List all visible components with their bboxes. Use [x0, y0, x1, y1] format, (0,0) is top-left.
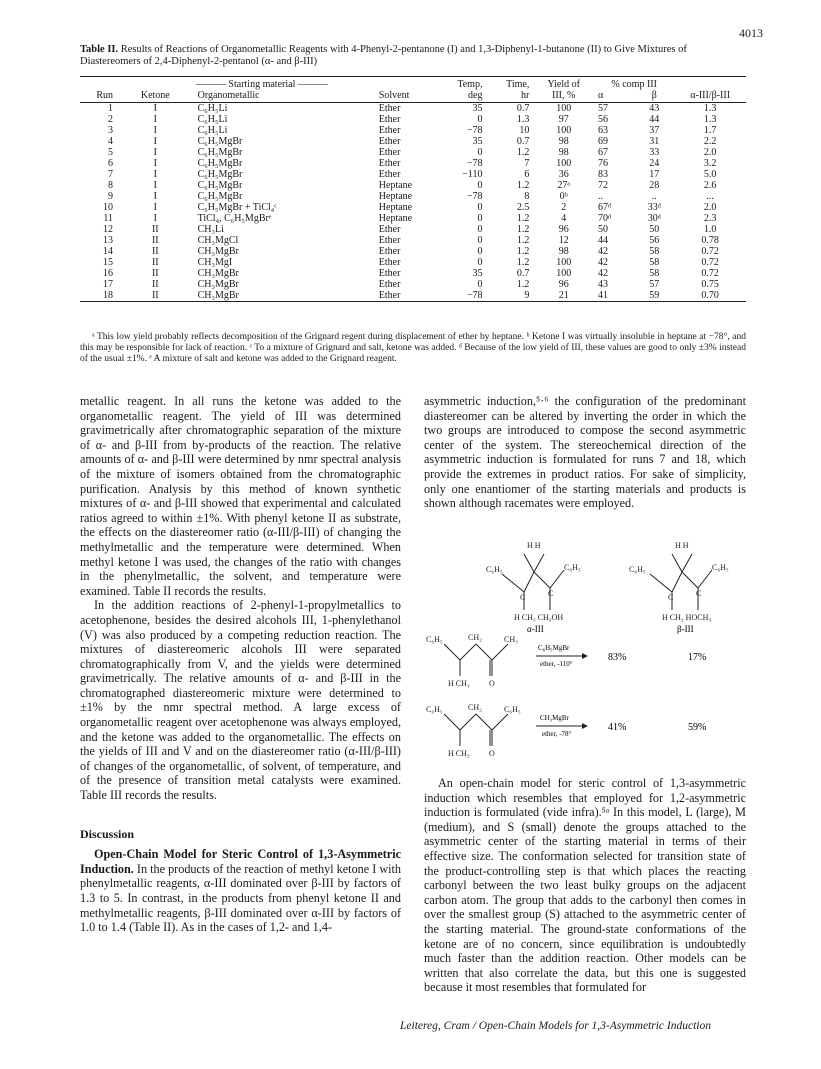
table-cell: 10 — [102, 202, 113, 213]
table-cell: 70ᵈ — [598, 213, 612, 224]
svg-text:CH₃: CH₃ — [504, 635, 518, 644]
table-cell: 1.2 — [516, 147, 530, 158]
table-cell: 0.7 — [516, 136, 530, 147]
table-cell: ... — [706, 191, 714, 202]
col-header-yield: III, % — [533, 90, 594, 103]
table-footnotes: ᵃ This low yield probably reflects decomposition of the Grignard regent during displacement of ether by heptane. ᵇ Ketone I was virtually insoluble in heptane at −78°, and this may be responsible for lack of reaction. ᶜ To a mixture of Grignard and salt, ketone was added. ᵈ Because of the low yield of III, these values are good to only ±3% instead of the usual ±1%. ᵉ A mixture of salt and ketone was added to the Grignard reagent. — [80, 332, 746, 364]
table-cell: 0.75 — [701, 279, 719, 290]
table-cell: 12 — [102, 224, 113, 235]
table-cell: II — [117, 290, 194, 302]
reaction1-alpha-percent: 83% — [608, 652, 627, 663]
table-cell: 17 — [102, 279, 113, 290]
table-row — [80, 268, 746, 279]
table-cell: C₆H₅Li — [197, 103, 228, 114]
table-cell: 1.2 — [516, 257, 530, 268]
right-paragraph-2: An open-chain model for steric control of 1,3-asymmetric induction which resembles that employed for 1,2-asymmetric induction is formulated (vide infra).⁵ᵃ In this model, L (large), M (medium), and S (small) denote the groups attached to the asymmetric center of the starting material in terms of their effective size. The conformation selected for transition state of the product-controlling step is that which places the reacting carbonyl between the two least bulky groups on the adjacent carbon atom. The group that adds to the carbonyl then comes in over the smallest group (S) attached to the asymmetric center of the starting material. The ground-state conformations of the ketone are of no concern, since equilibration is undoubtedly much faster than the addition reaction. Other models can be written that also correlate the data, but this one is suggested because it most resembles that formulated for — [424, 776, 746, 995]
table-cell: 1.3 — [516, 114, 530, 125]
col-header-ratio: α-III/β-III — [674, 90, 746, 103]
table-cell: 100 — [556, 125, 572, 136]
reaction1-reagent: C₆H₅MgBr — [538, 644, 570, 652]
table-cell: 27ᵃ — [557, 180, 571, 191]
table-cell: 2.6 — [703, 180, 717, 191]
table-cell: C₆H₅MgBr — [197, 136, 243, 147]
table-cell: 3 — [107, 125, 113, 136]
left-paragraph-2: In the addition reactions of 2-phenyl-1-propylmetallics to acetophenone, besides the desired alcohols III, 1-phenylethanol (V) was also produced by a competing reduction reaction. The mixtures of diastereomeric alcohols III were separated chromatographically from V, and the yields were determined gravimetrically. The relative amounts of α- and β-III in the chromatographed diastereomeric mixture were determined to ±1% by the nmr spectral method. A large excess of organometallic reagent over acetophenone was always employed, and the ketone was added to the organometallic. The effects on the yields of III and V and on the diastereomer ratio (α-III/β-III) of changes of the organometallic, of solvent, of temperature, and of the presence of transition metal catalysts were examined. Table III records the results. — [80, 598, 401, 803]
table-cell: Ether — [378, 235, 401, 246]
table-cell: 58 — [649, 268, 660, 279]
table-body — [80, 103, 746, 302]
alpha-product-structure — [502, 554, 564, 610]
table-cell: 42 — [598, 246, 609, 257]
table-cell: 100 — [556, 103, 572, 114]
table-row — [80, 213, 746, 224]
table-cell: 2.0 — [703, 202, 717, 213]
table-cell: 1.2 — [516, 279, 530, 290]
table-group-header-row — [80, 77, 746, 91]
table-row — [80, 169, 746, 180]
table-cell: 57 — [649, 279, 660, 290]
table-row — [80, 147, 746, 158]
table-cell: 57 — [598, 103, 609, 114]
table-cell: −78 — [437, 290, 487, 302]
table-cell: 0 — [477, 180, 483, 191]
left-paragraph-3 — [80, 847, 401, 935]
temp-header: Temp, — [457, 79, 483, 90]
table-cell: 5.0 — [703, 169, 717, 180]
table-cell: 5 — [107, 147, 113, 158]
table-cell: 0 — [477, 147, 483, 158]
table-cell: I — [153, 136, 157, 147]
table-cell: I — [153, 114, 157, 125]
table-cell: 72 — [598, 180, 609, 191]
table-cell: C₆H₅MgBr — [197, 147, 243, 158]
table-caption-label: Table II. — [80, 44, 119, 55]
col-header-ketone: Ketone — [117, 90, 194, 103]
table-cell: II — [151, 235, 159, 246]
table-cell: Ether — [378, 169, 401, 180]
table-cell: Ether — [378, 136, 401, 147]
col-header-alpha: α — [594, 90, 634, 103]
table-cell: 35 — [472, 136, 483, 147]
table-cell: 1.2 — [516, 246, 530, 257]
svg-text:C₆H₅: C₆H₅ — [426, 705, 443, 714]
table-cell: 10 — [519, 125, 530, 136]
table-cell: 4 — [561, 213, 567, 224]
table-row — [80, 202, 746, 213]
table-cell: II — [151, 224, 159, 235]
table-cell: 2.2 — [703, 136, 717, 147]
table-cell: Ether — [378, 147, 401, 158]
table-cell: 100 — [556, 268, 572, 279]
col-header-temp: deg — [437, 90, 487, 103]
table-cell: 0.72 — [701, 268, 719, 279]
table-cell: 7 — [524, 158, 530, 169]
table-cell: 2.3 — [703, 213, 717, 224]
table-cell: Heptane — [378, 202, 413, 213]
table-cell: −78 — [466, 125, 483, 136]
table-cell: C₆H₅MgBr — [197, 191, 243, 202]
table-column-header-row — [80, 90, 746, 103]
table-cell: Ether — [375, 290, 437, 302]
svg-text:H CH₃ HOCH₃: H CH₃ HOCH₃ — [662, 613, 712, 622]
table-cell: 0 — [477, 257, 483, 268]
table-cell: 4 — [107, 136, 113, 147]
table-cell: 12 — [558, 235, 569, 246]
svg-text:H H: H H — [527, 541, 541, 550]
table-cell: Ether — [378, 103, 401, 114]
table-cell: I — [153, 180, 157, 191]
table-cell: II — [151, 257, 159, 268]
table-cell: 56 — [649, 235, 660, 246]
table-cell: 7 — [107, 169, 113, 180]
table-cell: 1.7 — [703, 125, 717, 136]
yield-header: Yield of — [547, 79, 580, 90]
reaction2-reagent: CH₃MgBr — [540, 714, 569, 722]
table-cell: 21 — [533, 290, 594, 302]
table-cell: 1 — [107, 103, 113, 114]
table-cell: Heptane — [378, 180, 413, 191]
table-cell: 41 — [594, 290, 634, 302]
table-cell: CH₃MgBr — [197, 279, 239, 290]
right-paragraph-1: asymmetric induction,⁵·⁶ the configuration of the predominant diastereomer can be altered by inverting the order in which the two groups are introduced to compose the second asymmetric center of the system. The stereochemical direction of the asymmetric induction is formulated for runs 7 and 18, which provide the extremes in product ratios. For sake of simplicity, only one enantiomer of the starting materials and products is shown although racemates were employed. — [424, 394, 746, 511]
table-cell: C₆H₅MgBr — [197, 158, 243, 169]
comp-header: % comp III — [611, 79, 657, 90]
table-row — [80, 180, 746, 191]
reaction-rows — [424, 630, 746, 770]
page-number: 4013 — [739, 26, 763, 40]
table-cell: 44 — [598, 235, 609, 246]
table-cell: TiCl₄, C₆H₅MgBrᵉ — [197, 213, 272, 224]
table-cell: Ether — [378, 114, 401, 125]
table-cell: CH₃MgBr — [197, 246, 239, 257]
alpha-label: α-III — [527, 624, 544, 634]
svg-text:H CH₃ CH₃OH: H CH₃ CH₃OH — [514, 613, 564, 622]
table-row — [80, 158, 746, 169]
table-cell: 83 — [598, 169, 609, 180]
reaction2-beta-percent: 59% — [688, 722, 707, 733]
table-cell: 100 — [556, 158, 572, 169]
table-cell: 1.2 — [516, 224, 530, 235]
reaction1-conditions: ether, -110° — [540, 660, 573, 668]
table-cell: Heptane — [378, 213, 413, 224]
svg-text:H H: H H — [675, 541, 689, 550]
table-cell: 59 — [634, 290, 674, 302]
table-cell: 0 — [477, 279, 483, 290]
table-cell: 11 — [103, 213, 113, 224]
table-row — [80, 103, 746, 115]
table-cell: 33 — [649, 147, 660, 158]
table-cell: 16 — [102, 268, 113, 279]
table-cell: 96 — [558, 224, 569, 235]
table-cell: 2 — [107, 114, 113, 125]
table-cell: −78 — [466, 158, 483, 169]
table-cell: 1.3 — [703, 114, 717, 125]
svg-text:C₆H₅: C₆H₅ — [504, 705, 521, 714]
table-cell: 36 — [558, 169, 569, 180]
table-row — [80, 257, 746, 268]
svg-text:H CH₃: H CH₃ — [448, 679, 470, 688]
table-cell: 1.2 — [516, 213, 530, 224]
table-cell: I — [153, 191, 157, 202]
table-cell: I — [153, 103, 157, 114]
table-cell: 2.0 — [703, 147, 717, 158]
table-row — [80, 125, 746, 136]
table-cell: 35 — [472, 268, 483, 279]
svg-text:O: O — [489, 679, 495, 688]
table-cell: 0 — [477, 213, 483, 224]
table-cell: .. — [598, 191, 604, 202]
svg-text:C₆H₅: C₆H₅ — [486, 565, 503, 574]
table-cell: .. — [651, 191, 657, 202]
table-cell: Ether — [378, 257, 401, 268]
table-cell: Ether — [378, 246, 401, 257]
table-cell: 0.7 — [516, 103, 530, 114]
svg-text:CH₂: CH₂ — [468, 633, 482, 642]
table-cell: 1.2 — [516, 235, 530, 246]
svg-text:O: O — [489, 749, 495, 758]
reaction2-alpha-percent: 41% — [608, 722, 627, 733]
table-cell: 0.70 — [674, 290, 746, 302]
results-table — [80, 76, 746, 302]
right-column-lower — [424, 776, 746, 995]
table-cell: 42 — [598, 268, 609, 279]
table-caption-text: Results of Reactions of Organometallic Reagents with 4-Phenyl-2-pentanone (I) and 1,3-Diphenyl-1-butanone (II) to Give Mixtures of Diastereomers of 2,4-Diphenyl-2-pentanol (α- and β-III) — [80, 44, 687, 67]
table-cell: 58 — [649, 257, 660, 268]
time-header: Time, — [506, 79, 530, 90]
table-cell: Ether — [378, 279, 401, 290]
svg-text:C: C — [668, 593, 674, 602]
col-header-organometallic: Organometallic — [194, 90, 375, 103]
table-cell: 2.5 — [516, 202, 530, 213]
table-cell: 0 — [477, 202, 483, 213]
table-cell: 13 — [102, 235, 113, 246]
section-subhead: Open-Chain Model for Steric Control of 1,3-Asymmetric Induction. — [80, 847, 401, 876]
reaction1-beta-percent: 17% — [688, 652, 707, 663]
table-cell: 42 — [598, 257, 609, 268]
table-cell: CH₃MgBr — [197, 268, 239, 279]
table-cell: 50 — [649, 224, 660, 235]
table-row — [80, 114, 746, 125]
table-cell: 67 — [598, 147, 609, 158]
reaction2-ketone-structure — [444, 714, 508, 746]
left-paragraph-1: metallic reagent. In all runs the ketone was added to the organometallic reagent. The yield of III was determined gravimetrically after chromatographic separation of the mixture of α- and β-III from by-products of the reaction. The relative amounts of α- and β-III were determined by nmr spectral analysis of the mixture of isomers obtained from the chromatographic purification. Analysis by this method of known synthetic mixtures of α- and β-III showed that experimental and calculated ratios agreed to within ±1%. With phenyl ketone II as substrate, the effects on the diastereomer ratio (α-III/β-III) of changing the methylmetallic and the temperature were determined. When methyl ketone I was used, the changes of the ratio with changes in the phenylmetallic, the solvent, and temperature were examined. Table II records the results. — [80, 394, 401, 598]
beta-product-structure — [650, 554, 712, 610]
table-cell: 8 — [524, 191, 530, 202]
svg-text:CH₂: CH₂ — [468, 703, 482, 712]
table-cell: 1.0 — [703, 224, 717, 235]
table-cell: 0.72 — [701, 257, 719, 268]
table-cell: 33ᵈ — [647, 202, 661, 213]
table-cell: 0 — [477, 114, 483, 125]
table-cell: I — [153, 125, 157, 136]
svg-text:C: C — [548, 589, 554, 598]
table-cell: 30ᵈ — [647, 213, 661, 224]
table-row — [80, 235, 746, 246]
table-cell: C₆H₅MgBr + TiCl₄ᶜ — [197, 202, 277, 213]
svg-text:C₆H₅: C₆H₅ — [712, 563, 729, 572]
table-cell: I — [153, 169, 157, 180]
reaction1-ketone-structure — [444, 644, 508, 676]
table-cell: II — [151, 246, 159, 257]
table-cell: 50 — [598, 224, 609, 235]
table-cell: 43 — [649, 103, 660, 114]
table-cell: Ether — [378, 224, 401, 235]
table-row — [80, 246, 746, 257]
table-cell: 17 — [649, 169, 660, 180]
table-cell: 44 — [649, 114, 660, 125]
table-cell: 0 — [477, 246, 483, 257]
svg-text:C₆H₅: C₆H₅ — [564, 563, 581, 572]
table-row — [80, 136, 746, 147]
table-cell: CH₃MgBr — [194, 290, 375, 302]
table-cell: C₆H₅MgBr — [197, 180, 243, 191]
table-cell: 98 — [558, 136, 569, 147]
starting-material-header: ——— Starting material ——— — [195, 79, 328, 90]
table-cell: 31 — [649, 136, 660, 147]
table-cell: C₆H₅MgBr — [197, 169, 243, 180]
table-cell: 0 — [477, 224, 483, 235]
table-cell: Ether — [378, 125, 401, 136]
beta-label: β-III — [677, 624, 694, 634]
table-cell: I — [153, 147, 157, 158]
col-header-time: hr — [486, 90, 533, 103]
table-cell: 9 — [107, 191, 113, 202]
table-row — [80, 279, 746, 290]
table-caption — [80, 44, 740, 68]
table-row — [80, 191, 746, 202]
table-cell: Ether — [378, 268, 401, 279]
table-cell: 100 — [556, 257, 572, 268]
table-cell: 98 — [558, 246, 569, 257]
table-cell: 76 — [598, 158, 609, 169]
table-cell: 28 — [649, 180, 660, 191]
table-cell: 1.3 — [703, 103, 717, 114]
svg-text:C₆H₅: C₆H₅ — [629, 565, 646, 574]
table-cell: I — [153, 213, 157, 224]
table-cell: I — [153, 158, 157, 169]
table-cell: 6 — [107, 158, 113, 169]
table-cell: Ether — [378, 158, 401, 169]
table-row — [80, 224, 746, 235]
table-cell: 0.72 — [701, 246, 719, 257]
table-row — [80, 290, 746, 302]
table-cell: 69 — [598, 136, 609, 147]
table-cell: Heptane — [378, 191, 413, 202]
table-cell: 63 — [598, 125, 609, 136]
table-cell: 98 — [558, 147, 569, 158]
table-cell: C₆H₅Li — [197, 125, 228, 136]
table-cell: II — [151, 279, 159, 290]
table-cell: 8 — [107, 180, 113, 191]
table-cell: 43 — [598, 279, 609, 290]
table-cell: 67ᵈ — [598, 202, 612, 213]
table-cell: 9 — [486, 290, 533, 302]
table-cell: 24 — [649, 158, 660, 169]
table-cell: 15 — [102, 257, 113, 268]
col-header-run: Run — [80, 90, 117, 103]
table-cell: C₆H₅Li — [197, 114, 228, 125]
running-footer: Leitereg, Cram / Open-Chain Models for 1,3-Asymmetric Induction — [400, 1020, 711, 1032]
table-cell: −110 — [462, 169, 483, 180]
table-cell: 0.7 — [516, 268, 530, 279]
right-column — [424, 394, 746, 511]
table-cell: I — [153, 202, 157, 213]
table-cell: 6 — [524, 169, 530, 180]
table-cell: 14 — [102, 246, 113, 257]
table-cell: 0ᵇ — [559, 191, 568, 202]
table-cell: 2 — [561, 202, 567, 213]
table-cell: 3.2 — [703, 158, 717, 169]
table-cell: 18 — [80, 290, 117, 302]
table-cell: −78 — [466, 191, 483, 202]
table-cell: 96 — [558, 279, 569, 290]
table-cell: 0 — [477, 235, 483, 246]
svg-text:C₆H₅: C₆H₅ — [426, 635, 443, 644]
table-cell: 0.78 — [701, 235, 719, 246]
left-column — [80, 394, 401, 935]
table-cell: 35 — [472, 103, 483, 114]
discussion-heading: Discussion — [80, 826, 135, 841]
table-cell: CH₃Li — [197, 224, 224, 235]
left-paragraph-3-text: In the products of the reaction of methyl ketone I with phenylmetallic reagents, α-III dominated over β-III by factors of 1.3 to 5. In contrast, in the products from phenyl ketone II and methylmetallic reagents, β-III dominated over α-III by factors of 1.0 to 1.4 (Table II). As in the cases of 1,2- and 1,4- — [80, 861, 402, 935]
svg-text:C: C — [696, 589, 702, 598]
table-cell: 56 — [598, 114, 609, 125]
table-cell: II — [151, 268, 159, 279]
svg-text:C: C — [520, 593, 526, 602]
table-cell: CH₃MgI — [197, 257, 233, 268]
col-header-solvent: Solvent — [375, 90, 437, 103]
table-cell: CH₃MgCl — [197, 235, 239, 246]
table-cell: 97 — [558, 114, 569, 125]
col-header-beta: β — [634, 90, 674, 103]
reaction2-conditions: ether, -78° — [542, 730, 572, 738]
table-cell: 1.2 — [516, 180, 530, 191]
svg-text:H CH₃: H CH₃ — [448, 749, 470, 758]
table-cell: 37 — [649, 125, 660, 136]
table-cell: 58 — [649, 246, 660, 257]
